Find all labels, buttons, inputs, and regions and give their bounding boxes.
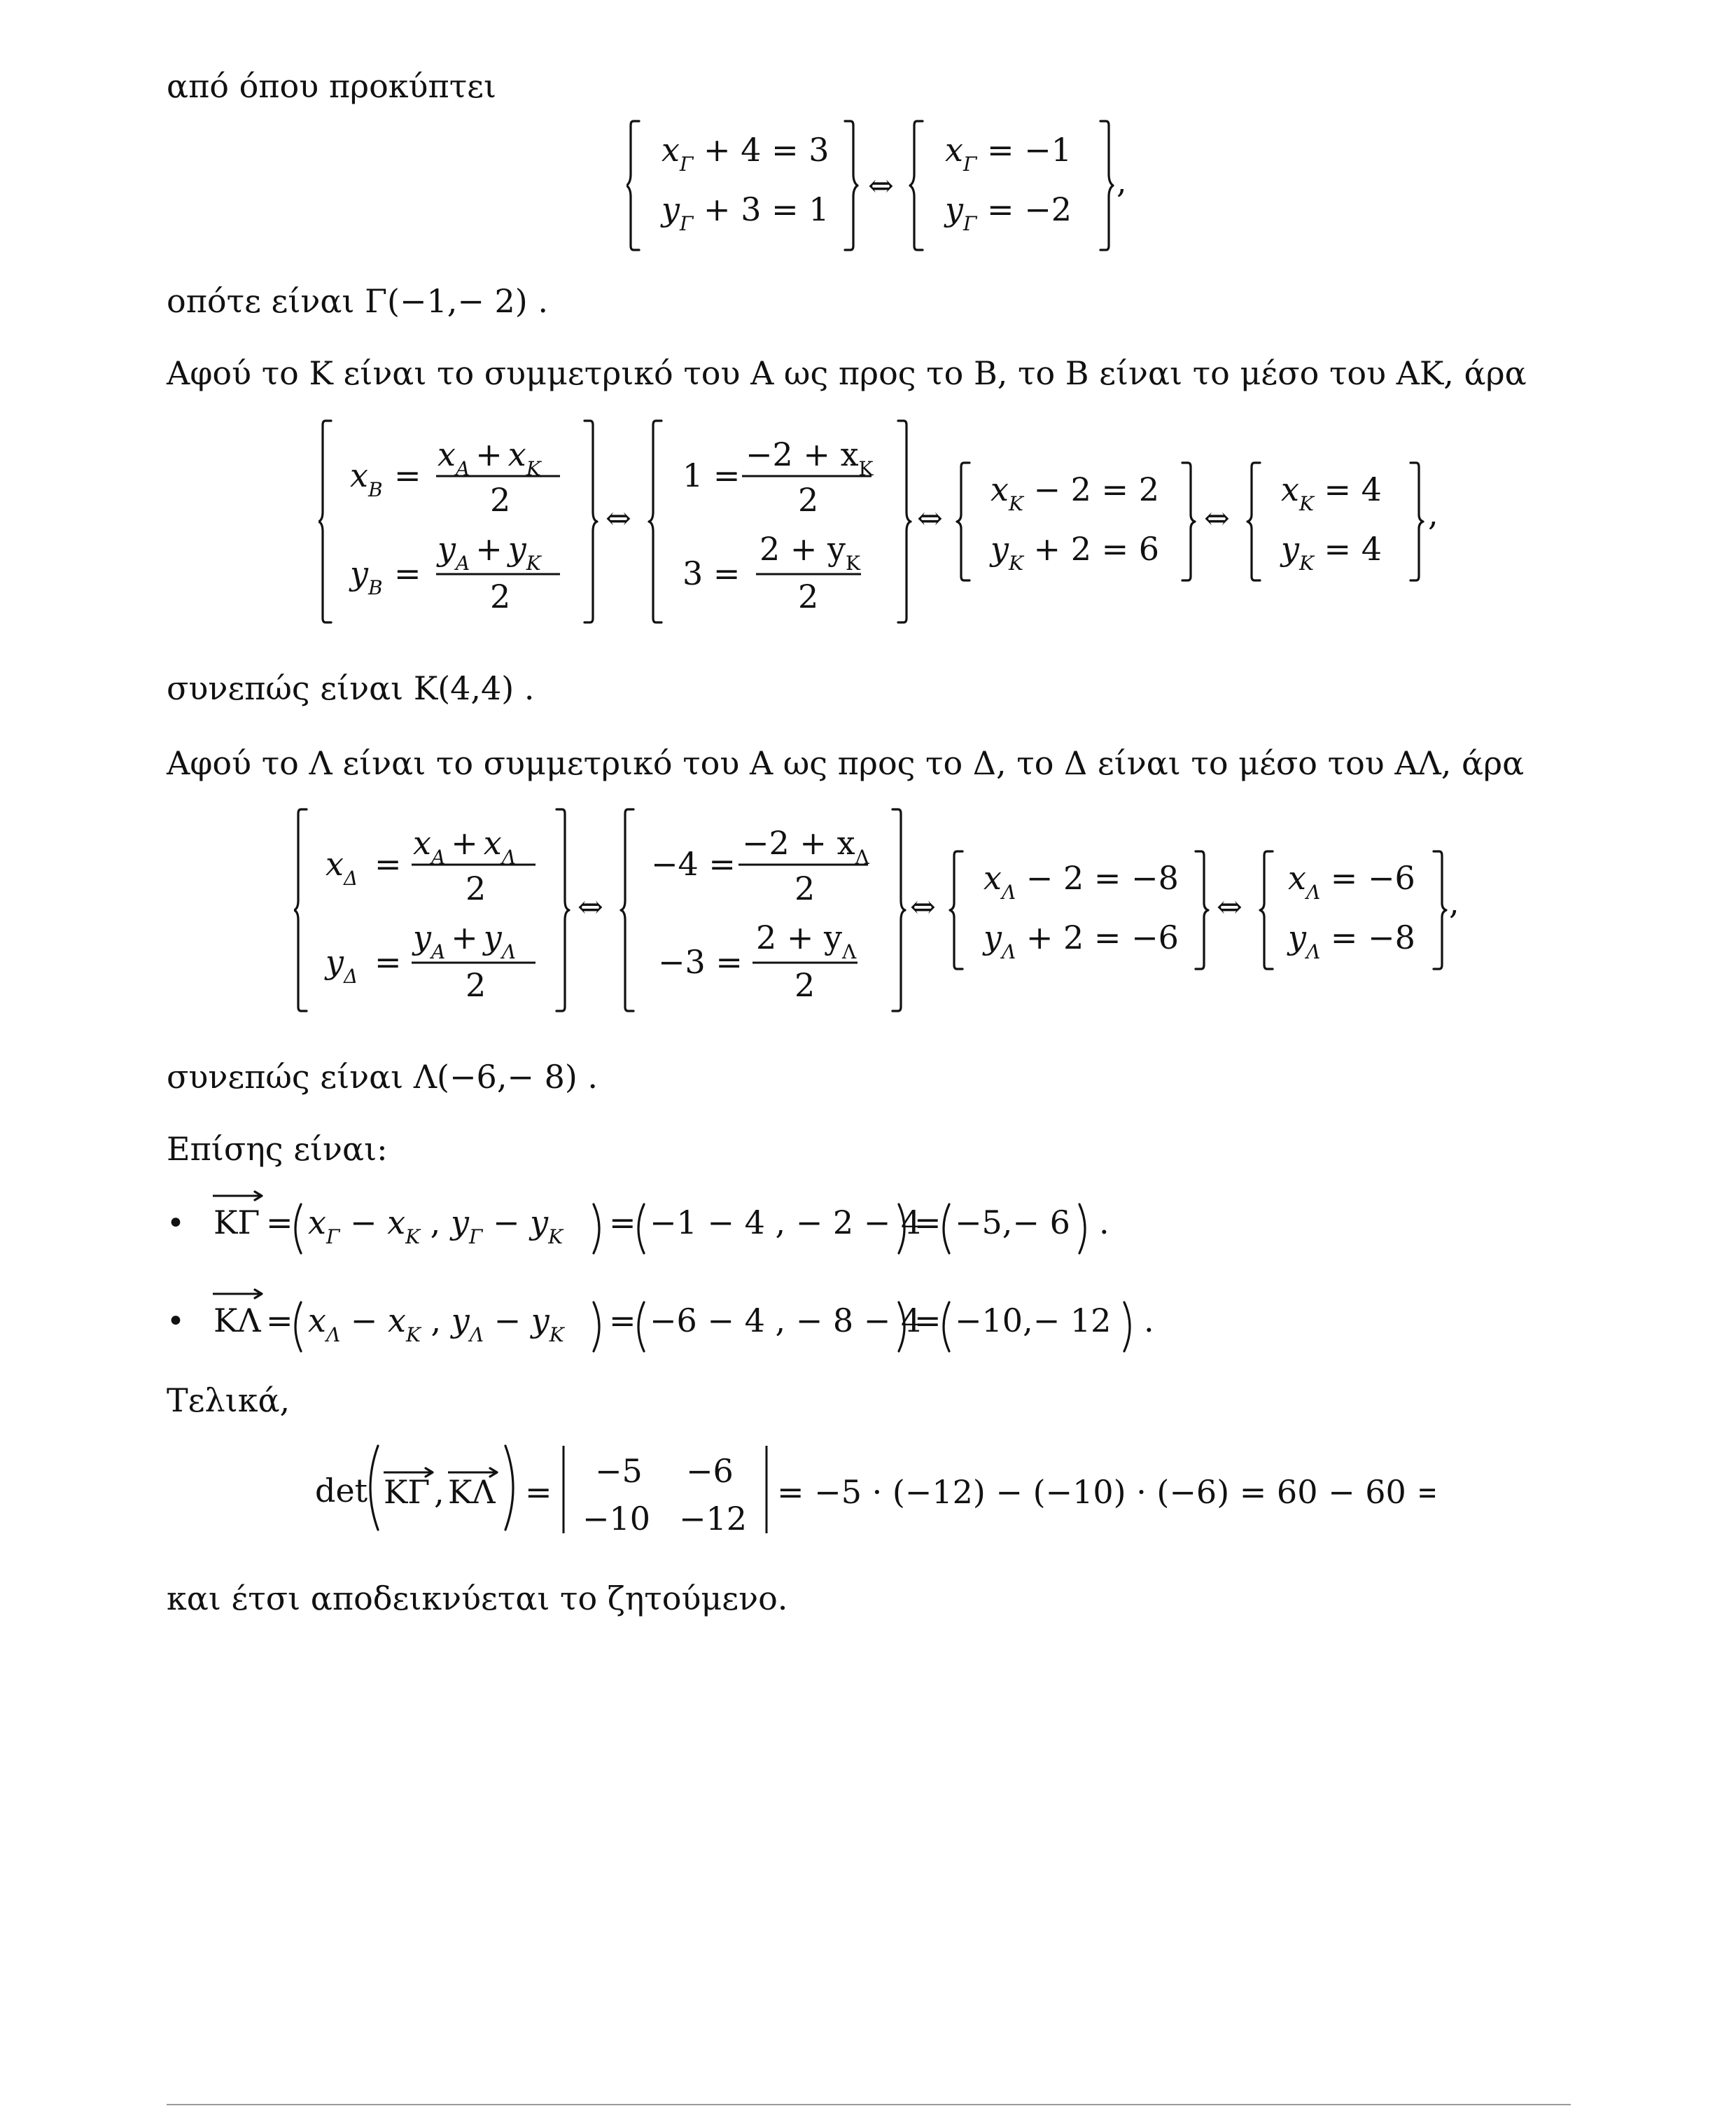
iff-symbol: ⇔ [1217,889,1242,925]
det-m21: −10 [582,1500,651,1537]
eq1-r-r1: $x_\Gamma = -1$ [945,131,1072,176]
bullet-components: $x_\Lambda - x_K$ , $y_\Lambda - y_K$ [308,1302,564,1346]
eq3-d-r1: $x_\Lambda = -6$ [1288,859,1415,904]
det-comma: , [434,1473,444,1511]
brace-left [957,463,969,580]
eq1-r-r2: $y_\Gamma = -2$ [945,190,1072,235]
eq3-a-y: $y_\Delta$ [326,943,358,988]
eq2-a-y-num: $y_A + y_K$ [438,530,541,575]
det-m11: −5 [595,1452,643,1490]
iff-symbol: ⇔ [910,889,936,925]
bullet-kl-vector [161,1281,1169,1368]
eq2-a-x: $x_B$ [350,456,383,501]
eq3-a-eq: = [374,943,402,981]
equals-sign: = [609,1302,636,1339]
text-l-result: συνεπώς είναι Λ(−6,− 8) . [167,1058,598,1096]
eq2-b-r1-left: 1 = [682,456,741,494]
eq2-b-r2-left: 3 = [682,555,741,592]
text-conclusion: και έτσι αποδεικνύεται το ζητούμενο. [167,1579,788,1617]
eq3-a-x: $x_\Delta$ [326,845,358,890]
bullet-step2: −6 − 4 , − 8 − 4 [650,1302,922,1339]
det-eq: = [525,1473,552,1511]
bullet-step2: −1 − 4 , − 2 − 4 [650,1204,922,1241]
eq3-d-r2: $y_\Lambda = -8$ [1288,919,1415,963]
eq2-a-y-den: 2 [490,578,511,615]
brace-left [626,121,639,250]
det-result: = −5 · (−12) − (−10) · (−6) = 60 − 60 = 0 [777,1473,1435,1511]
eq3-a-y-den: 2 [465,966,486,1004]
determinant-equation [315,1432,1435,1547]
eq3-a-x-num: $x_A + x_\Lambda$ [413,824,516,869]
det-m12: −6 [686,1452,734,1490]
eq3-b-r1-num: $-2 + x_\Lambda$ [742,824,869,869]
brace-right [556,809,569,1011]
brace-left [1260,851,1273,969]
paren-right [594,1302,599,1351]
text-also: Επίσης είναι: [167,1130,388,1168]
equals-sign: = [914,1204,941,1241]
paren-left [944,1302,949,1351]
det-vec1: ΚΓ [384,1473,430,1511]
paren-left [295,1204,301,1253]
equals-sign: = [266,1302,293,1339]
bullet-kg-vector [161,1183,1141,1270]
eq3-b-r2-den: 2 [794,966,816,1004]
equals-sign: = [609,1204,636,1241]
paren-right [505,1446,513,1530]
brace-right [1434,851,1446,969]
paren-left [944,1204,949,1253]
brace-right [1196,851,1208,969]
iff-symbol: ⇔ [1204,501,1230,536]
vector-label: ΚΛ [214,1302,261,1339]
brace-left [1247,463,1260,580]
text-finally: Τελικά, [167,1381,290,1419]
eq3-a-y-num: $y_A + y_\Lambda$ [413,919,517,963]
eq3-c-r2: $y_\Lambda + 2 = -6$ [983,919,1179,963]
eq2-b-r2-den: 2 [798,578,819,615]
eq3-b-r1-den: 2 [794,870,816,907]
iff-symbol: ⇔ [868,168,894,204]
eq3-b-r2-left: −3 = [658,943,743,981]
eq2-a-x-den: 2 [490,481,511,519]
eq2-c-r1: $x_K - 2 = 2$ [990,470,1159,515]
brace-right [898,421,911,622]
eq2-b-r1-num: $-2 + x_K$ [746,435,874,480]
bullet-marker: • [167,1206,185,1241]
text-k-intro: Αφού το Κ είναι το συμμετρικό του Α ως προς το Β, το Β είναι το μέσο του ΑΚ, άρα [167,354,1527,392]
brace-left [294,809,307,1011]
eq2-b-r1-den: 2 [798,481,819,519]
bullet-step3: −5,− 6 [955,1204,1070,1241]
det-vec2: ΚΛ [448,1473,496,1511]
eq3-a-x-den: 2 [465,870,486,907]
iff-symbol: ⇔ [578,889,603,925]
equation-k-system [318,417,1460,629]
brace-left [621,809,634,1011]
brace-right [1182,463,1195,580]
trailing-comma: , [1449,884,1460,921]
brace-left [910,121,923,250]
paren-right [1124,1302,1130,1351]
brace-right [1410,463,1423,580]
paren-left [370,1446,378,1530]
bullet-marker: • [167,1304,185,1339]
text-k-result: συνεπώς είναι Κ(4,4) . [167,669,535,707]
eq2-a-eq: = [394,555,421,592]
text-l-intro: Αφού το Λ είναι το συμμετρικό του Α ως προς το Δ, το Δ είναι το μέσο του ΑΛ, άρα [167,744,1525,782]
brace-right [892,809,905,1011]
paren-left [638,1302,644,1351]
paren-right [1079,1204,1085,1253]
eq3-b-r2-num: $2 + y_\Lambda$ [756,919,857,963]
equation-l-system [294,805,1470,1018]
paren-right [594,1204,599,1253]
det-label: det [315,1472,368,1509]
brace-left [318,421,331,622]
text-from-which: από όπου προκύπτει [167,67,497,105]
eq2-a-eq: = [394,456,421,494]
eq2-c-r2: $y_K + 2 = 6$ [990,530,1160,575]
vector-label: ΚΓ [214,1204,260,1241]
eq2-a-y: $y_B$ [350,555,383,599]
iff-symbol: ⇔ [606,501,631,536]
brace-right [1100,121,1113,250]
trailing-comma: , [1116,162,1127,200]
brace-right [845,121,858,250]
paren-left [295,1302,301,1351]
brace-left [649,421,662,622]
iff-symbol: ⇔ [917,501,943,536]
eq2-d-r2: $y_K = 4$ [1281,530,1382,575]
trailing-comma: , [1428,495,1438,533]
brace-right [584,421,597,622]
det-m22: −12 [679,1500,748,1537]
footer-rule [167,2104,1571,2105]
eq3-b-r1-left: −4 = [651,845,736,883]
bullet-components: $x_\Gamma - x_K$ , $y_\Gamma - y_K$ [308,1204,564,1248]
equation-gamma-system [626,116,1158,258]
eq2-d-r1: $x_K = 4$ [1281,470,1382,515]
paren-left [638,1204,644,1253]
eq3-c-r1: $x_\Lambda - 2 = -8$ [983,859,1179,904]
bullet-end: . [1144,1302,1154,1339]
equals-sign: = [266,1204,293,1241]
bullet-end: . [1099,1204,1110,1241]
eq1-l-r2: $y_\Gamma + 3 = 1$ [662,190,830,235]
equals-sign: = [914,1302,941,1339]
eq2-a-x-num: $x_A + x_K$ [438,435,541,480]
eq1-l-r1: $x_\Gamma + 4 = 3$ [662,131,830,176]
eq3-a-eq: = [374,845,402,883]
bullet-step3: −10,− 12 [955,1302,1112,1339]
eq2-b-r2-num: $2 + y_K$ [760,530,860,575]
brace-left [950,851,962,969]
text-gamma-result: οπότε είναι Γ(−1,− 2) . [167,282,548,320]
